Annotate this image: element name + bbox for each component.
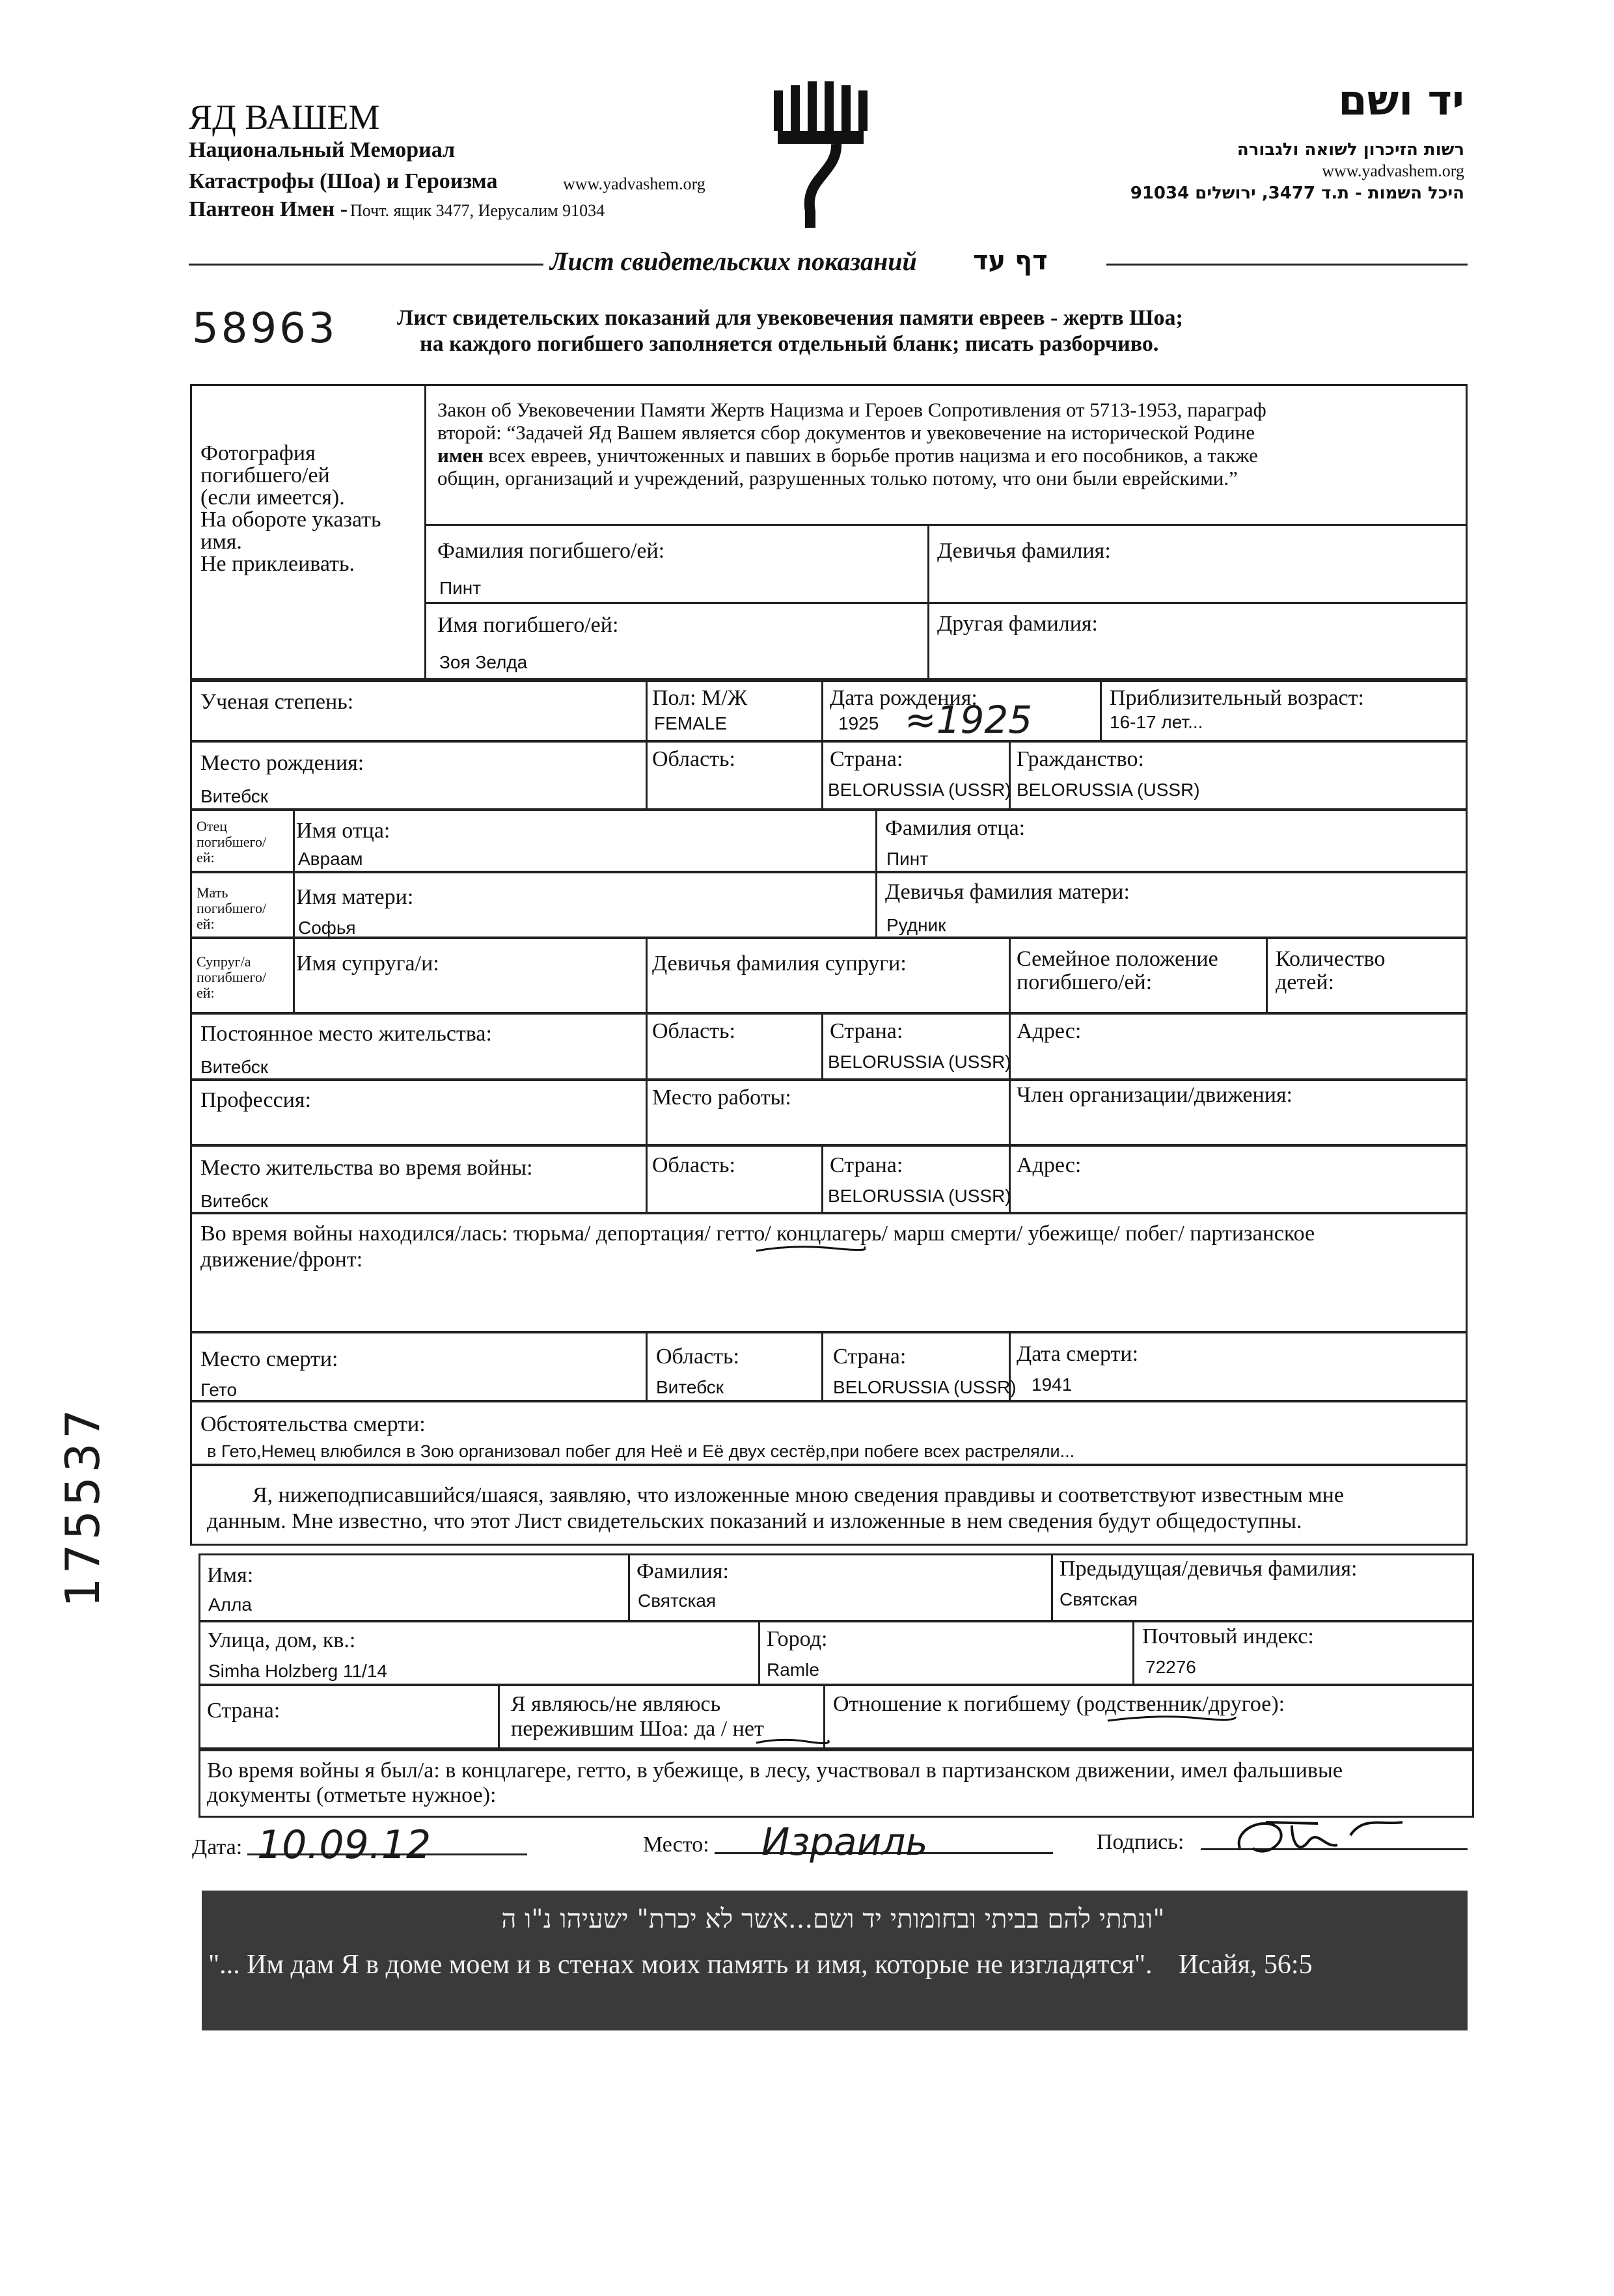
submitter-name[interactable]: Алла: [208, 1594, 252, 1615]
spouse-side-3: ей:: [197, 985, 215, 1001]
death-country-label: Страна:: [833, 1345, 907, 1369]
spouse-maiden-label: Девичья фамилия супруги:: [652, 951, 907, 976]
ghetto-underline: [755, 1242, 866, 1256]
during-war-line-1: Во время войны находился/лась: тюрьма/ депортация/ гетто/ концлагерь/ марш смерти/ убежище/ побег/ партизанское: [200, 1222, 1315, 1246]
law-line-2: второй: “Задачей Яд Вашем является сбор документов и увековечение на исторической Родине: [437, 421, 1255, 444]
spouse-side-2: погибшего/: [197, 969, 267, 985]
victim-surname-label: Фамилия погибшего/ей:: [437, 539, 665, 563]
family-status-2: погибшего/ей:: [1017, 970, 1153, 994]
mother-side-1: Мать: [197, 884, 228, 901]
org-name-ru: ЯД ВАШЕМ: [189, 98, 380, 137]
photo-line-3: (если имеется).: [200, 485, 345, 510]
citizenship-value[interactable]: BELORUSSIA (USSR): [1017, 780, 1200, 800]
place-value[interactable]: Израиль: [761, 1820, 928, 1864]
website-right[interactable]: www.yadvashem.org: [1322, 161, 1464, 180]
residence-region-label: Область:: [652, 1019, 735, 1043]
mother-maiden[interactable]: Рудник: [886, 915, 946, 935]
wartime-country[interactable]: BELORUSSIA (USSR): [828, 1186, 1011, 1206]
submitter-name-label: Имя:: [207, 1563, 254, 1587]
wartime-address-label: Адрес:: [1017, 1153, 1082, 1177]
residence-country-label: Страна:: [830, 1019, 903, 1043]
family-status-1: Семейное положение: [1017, 947, 1218, 971]
residence-value[interactable]: Витебск: [200, 1057, 269, 1077]
survivor-label: [511, 1692, 764, 1742]
mother-side-label: [197, 885, 266, 932]
date-value[interactable]: 10.09.12: [257, 1822, 431, 1868]
zip-value[interactable]: 72276: [1145, 1657, 1196, 1677]
declaration-text: [207, 1483, 1344, 1535]
death-country[interactable]: BELORUSSIA (USSR): [833, 1377, 1017, 1397]
residence-label: Постоянное место жительства:: [200, 1022, 492, 1046]
he-line-2: רשות הזיכרון לשואה ולגבורה: [1237, 140, 1464, 159]
law-line-3-bold: имен: [437, 444, 484, 467]
street-value[interactable]: Simha Holzberg 11/14: [208, 1661, 387, 1681]
photo-box-text: [200, 443, 381, 575]
law-line-4: общин, организаций и учреждений, разрушенных только потому, что они были еврейскими.”: [437, 467, 1238, 489]
form-title: Лист свидетельских показаний: [550, 247, 917, 276]
org-line-4-text: Пантеон Имен -: [189, 197, 348, 221]
circumstances-label: Обстоятельства смерти:: [200, 1412, 426, 1436]
victim-other-surname-label: Другая фамилия:: [937, 612, 1098, 636]
org-line-4: [189, 197, 605, 222]
birth-country-label: Страна:: [830, 747, 903, 771]
declaration-line-2: данным. Мне известно, что этот Лист свидетельских показаний и изложенные в нем сведения будут общедоступны.: [207, 1509, 1302, 1533]
father-surname-label: Фамилия отца:: [885, 816, 1026, 840]
submitter-prev[interactable]: Святская: [1060, 1589, 1138, 1609]
mother-maiden-label: Девичья фамилия матери:: [885, 880, 1130, 904]
city-label: Город:: [767, 1627, 828, 1651]
website-left[interactable]: www.yadvashem.org: [563, 174, 705, 193]
mother-name-label: Имя матери:: [296, 885, 414, 909]
death-region-label: Область:: [656, 1345, 739, 1369]
children-1: Количество: [1276, 947, 1386, 971]
footer-quote-ru-text: "... Им дам Я в доме моем и в стенах моих память и имя, которые не изгладятся".: [208, 1950, 1153, 1980]
gender-value[interactable]: FEMALE: [654, 713, 728, 733]
father-side-1: Отец: [197, 818, 228, 834]
signature-mark: [1227, 1809, 1409, 1868]
spouse-name-label: Имя супруга/и:: [296, 951, 439, 976]
father-side-3: ей:: [197, 849, 215, 866]
submitter-surname[interactable]: Святская: [638, 1591, 717, 1611]
org-line-2: Национальный Мемориал: [189, 138, 456, 162]
law-line-3-rest: всех евреев, уничтоженных и павших в борьбе против нацизма и его пособников, а также: [488, 444, 1258, 467]
death-place-label: Место смерти:: [200, 1347, 338, 1371]
wartime-residence-value[interactable]: Витебск: [200, 1191, 269, 1211]
spouse-side-1: Супруг/а: [197, 953, 251, 970]
footer-quote-he: "ונתתי להם בביתי ובחומותי יד ושם...אשר לא יכרת" ישעיהו נ"ו ה: [501, 1904, 1165, 1934]
victim-first-name[interactable]: Зоя Зелда: [439, 652, 528, 672]
survivor-line-2: пережившим Шоа: да / нет: [511, 1717, 764, 1741]
wartime-self-line-2: документы (отметьте нужное):: [207, 1783, 497, 1807]
age-label: Приблизительный возраст:: [1110, 686, 1364, 710]
signature-label: Подпись:: [1097, 1830, 1184, 1854]
death-place[interactable]: Гето: [200, 1380, 238, 1400]
age-value[interactable]: 16-17 лет...: [1110, 712, 1203, 732]
workplace-label: Место работы:: [652, 1086, 791, 1110]
form-number: 58963: [192, 305, 338, 353]
wartime-self-text: [207, 1758, 1343, 1808]
footer-quote-ref: Исайя, 56:5: [1179, 1950, 1313, 1980]
side-number: 175537: [55, 1405, 110, 1607]
victim-surname[interactable]: Пинт: [439, 578, 482, 598]
dob-label: Дата рождения:: [830, 686, 978, 710]
law-text: [437, 398, 1266, 489]
father-side-2: погибшего/: [197, 834, 267, 850]
place-label: Место:: [643, 1833, 709, 1857]
dob-value[interactable]: 1925: [838, 713, 879, 733]
mother-side-3: ей:: [197, 916, 215, 932]
citizenship-label: Гражданство:: [1017, 747, 1144, 771]
children-label: [1276, 948, 1386, 994]
org-name-he: יד ושם: [1338, 77, 1464, 125]
birthplace-label: Место рождения:: [200, 751, 364, 775]
wartime-region-label: Область:: [652, 1153, 735, 1177]
submitter-country-label: Страна:: [207, 1699, 280, 1723]
form-title-he: דף עד: [973, 246, 1048, 276]
yad-vashem-logo: [765, 81, 875, 231]
degree-label: Ученая степень:: [200, 690, 354, 714]
father-name[interactable]: Авраам: [298, 849, 363, 869]
during-war-line-2: движение/фронт:: [200, 1248, 363, 1272]
mother-name[interactable]: Софья: [298, 918, 356, 938]
family-status-label: [1017, 948, 1218, 994]
date-label: Дата:: [192, 1835, 243, 1859]
victim-first-name-label: Имя погибшего/ей:: [437, 613, 619, 637]
instructions-line-2: на каждого погибшего заполняется отдельный бланк; писать разборчиво.: [420, 332, 1159, 356]
death-date[interactable]: 1941: [1032, 1374, 1073, 1395]
law-line-1: Закон об Увековечении Памяти Жертв Нацизма и Героев Сопротивления от 5713-1953, параграф: [437, 398, 1266, 421]
org-line-3: Катастрофы (Шоа) и Героизма: [189, 169, 498, 193]
mother-side-2: погибшего/: [197, 900, 267, 916]
death-region[interactable]: Витебск: [656, 1377, 724, 1397]
survivor-line-1: Я являюсь/не являюсь: [511, 1692, 721, 1716]
birth-country-value[interactable]: BELORUSSIA (USSR): [828, 780, 1011, 800]
city-value[interactable]: Ramle: [767, 1660, 819, 1680]
father-name-label: Имя отца:: [296, 819, 390, 843]
relative-underline: [1106, 1713, 1237, 1726]
wartime-residence-label: Место жительства во время войны:: [200, 1156, 533, 1180]
spouse-side-label: [197, 954, 266, 1001]
death-date-label: Дата смерти:: [1017, 1342, 1139, 1366]
photo-line-5: имя.: [200, 530, 242, 554]
birthplace-value[interactable]: Витебск: [200, 786, 269, 806]
relation-label: Отношение к погибшему (родственник/другое):: [833, 1692, 1285, 1716]
profession-label: Профессия:: [200, 1088, 311, 1112]
photo-line-2: погибшего/ей: [200, 463, 330, 487]
law-line-3: [437, 444, 1266, 467]
photo-line-1: Фотография: [200, 441, 316, 465]
wartime-country-label: Страна:: [830, 1153, 903, 1177]
submitter-prev-label: Предыдущая/девичья фамилия:: [1060, 1557, 1358, 1581]
photo-line-6: Не приклеивать.: [200, 552, 355, 576]
photo-line-4: На обороте указать: [200, 508, 381, 532]
he-line-3: היכל השמות - ת.ד 3477, ירושלים 91034: [1130, 184, 1464, 203]
address-ru: Почт. ящик 3477, Иерусалим 91034: [350, 201, 605, 220]
father-side-label: [197, 819, 266, 866]
street-label: Улица, дом, кв.:: [207, 1628, 356, 1652]
father-surname[interactable]: Пинт: [886, 849, 929, 869]
survivor-no-mark: [755, 1736, 830, 1748]
member-label: Член организации/движения:: [1017, 1083, 1293, 1107]
circumstances-value[interactable]: в Гето,Немец влюбился в Зою организовал побег для Неё и Её двух сестёр,при побеге всех растреляли...: [207, 1442, 1075, 1461]
residence-address-label: Адрес:: [1017, 1019, 1082, 1043]
zip-label: Почтовый индекс:: [1142, 1624, 1314, 1648]
residence-country[interactable]: BELORUSSIA (USSR): [828, 1052, 1011, 1072]
declaration-line-1: Я, нижеподписавшийся/шаяся, заявляю, что изложенные мною сведения правдивы и соответствуют известным мне: [253, 1483, 1344, 1507]
gender-label: Пол: М/Ж: [652, 686, 748, 710]
victim-maiden-label: Девичья фамилия:: [937, 539, 1111, 563]
birth-region-label: Область:: [652, 747, 735, 771]
footer-quote-ru: [208, 1949, 1313, 1980]
wartime-self-line-1: Во время войны я был/а: в концлагере, гетто, в убежище, в лесу, участвовал в партизанском движении, имел фальшивые: [207, 1758, 1343, 1783]
submitter-surname-label: Фамилия:: [636, 1559, 729, 1583]
children-2: детей:: [1276, 970, 1334, 994]
dob-handwritten: ≈1925: [905, 698, 1033, 742]
instructions-line-1: Лист свидетельских показаний для увековечения памяти евреев - жертв Шоа;: [397, 306, 1183, 330]
